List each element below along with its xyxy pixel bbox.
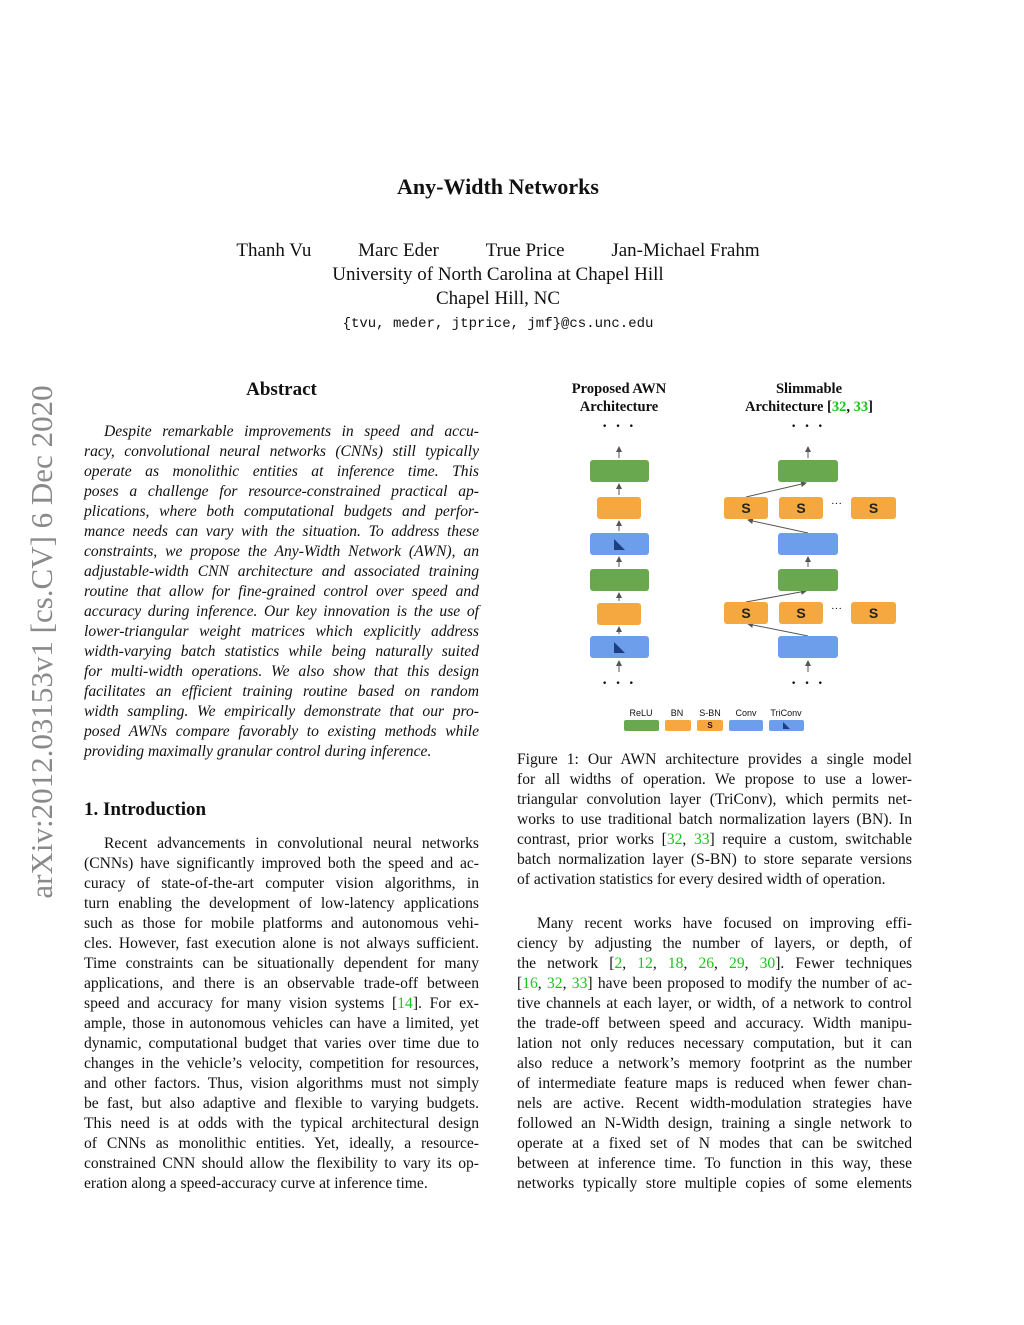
header-line: Architecture [32, 33]	[745, 399, 873, 415]
relu-block	[778, 569, 838, 591]
text-line: also reduce a network’s memory footprint as the number	[517, 1055, 912, 1072]
ellipsis: · · ·	[790, 418, 826, 435]
abstract-heading: Abstract	[246, 379, 317, 400]
text-line: ample, those in autonomous vehicles can have a limited, yet	[84, 1015, 479, 1032]
text-line: poses a challenge for resource-constrained practical ap-	[84, 483, 479, 500]
conv-block	[778, 636, 838, 658]
author-emails: {tvu, meder, jtprice, jmf}@cs.unc.edu	[342, 316, 654, 332]
text-line: width sampling. We empirically demonstrate that our pro-	[84, 703, 479, 720]
legend-swatch-conv	[729, 720, 763, 731]
text-line: (CNNs) have significantly improved both the speed and ac-	[84, 855, 479, 872]
author: Marc Eder	[358, 240, 439, 261]
legend-swatch-triconv	[769, 720, 804, 731]
text-line: triangular convolution layer (TriConv), which permits net-	[517, 791, 912, 808]
text-line: plications, where both computational budgets and perfor-	[84, 503, 479, 520]
arxiv-stamp: arXiv:2012.03153v1 [cs.CV] 6 Dec 2020	[24, 385, 59, 899]
text-line: turn enabling the development of low-latency applications	[84, 895, 479, 912]
paper-title: Any-Width Networks	[397, 174, 599, 199]
text-line: Many recent works have focused on improving effi-	[537, 915, 912, 932]
text-line: of intermediate feature maps is reduced when fewer chan-	[517, 1075, 912, 1092]
affiliation-location: Chapel Hill, NC	[435, 288, 561, 309]
legend-swatch-bn	[665, 720, 691, 731]
sbn-block: S	[851, 602, 896, 624]
text-line: constrained CNN should allow the flexibility to vary its op-	[84, 1155, 479, 1172]
author: True Price	[485, 240, 565, 261]
triangle-icon	[614, 642, 625, 653]
relu-block	[778, 460, 838, 482]
legend-label-bn: BN	[670, 708, 684, 718]
text-line: Despite remarkable improvements in speed and accu-	[104, 423, 479, 440]
legend-label-conv: Conv	[735, 708, 757, 718]
header-line: Architecture	[579, 399, 659, 415]
text-line: [16, 32, 33] have been proposed to modify the number of ac-	[517, 975, 913, 992]
text-line: cles. However, fast execution alone is not always sufficient.	[84, 935, 479, 952]
conv-block	[778, 533, 838, 555]
text-line: the network [2, 12, 18, 26, 29, 30]. Fewer techniques	[517, 955, 913, 972]
text-line: be fast, but also adaptive and flexible to varying budgets.	[84, 1095, 479, 1112]
text-line: adjustable-width CNN architecture and associated training	[84, 563, 479, 580]
sbn-block: S	[724, 602, 768, 624]
header-line: Slimmable	[775, 381, 843, 397]
text-line: nels are active. Recent width-modulation strategies have	[517, 1095, 912, 1112]
text-line: routine that allow for fine-grained control over speed and	[84, 583, 479, 600]
text-line: of CNNs as monolithic entities. Yet, ideally, a resource-	[84, 1135, 479, 1152]
text-line: constraints, we propose the Any-Width Network (AWN), an	[84, 543, 479, 560]
text-line: Time constraints can be situationally dependent for many	[84, 955, 479, 972]
triconv-block	[590, 533, 649, 555]
introduction-body	[84, 834, 479, 1194]
text-line: operate at a fixed set of N modes that can be switched	[517, 1135, 912, 1152]
text-line: eration along a speed-accuracy curve at inference time.	[84, 1175, 428, 1192]
text-line: for all widths of operation. We propose to use a lower-	[517, 771, 912, 788]
bn-block	[597, 603, 641, 625]
small-ellipsis: ···	[831, 498, 842, 510]
bn-block	[597, 497, 641, 519]
triconv-block	[590, 636, 649, 658]
text-line: speed and accuracy for many vision systems [14]. For ex-	[84, 995, 480, 1012]
text-line: curacy of state-of-the-art computer vision algorithms, in	[84, 875, 479, 892]
header-line: Proposed AWN	[571, 381, 667, 397]
text-line: lower-triangular weight matrices which explicitly address	[84, 623, 479, 640]
relu-block	[590, 569, 649, 591]
sbn-block: S	[779, 497, 823, 519]
legend-label-triconv: TriConv	[770, 708, 802, 718]
ellipsis: · · ·	[790, 675, 826, 692]
text-line: changes in the vehicle’s velocity, competition for resources,	[84, 1055, 479, 1072]
text-line: between at inference time. To function in this way, these	[517, 1155, 912, 1172]
text-line: accuracy during inference. Our key innovation is the use of	[84, 603, 479, 620]
text-line: followed an N-Width design, training a single network to	[517, 1115, 912, 1132]
text-line: the trade-off between speed and accuracy. Width manipu-	[517, 1015, 912, 1032]
legend-swatch-relu	[624, 720, 659, 731]
text-line: Figure 1: Our AWN architecture provides a single model	[517, 751, 912, 768]
text-line: dynamic, computational budget that varies over time due to	[84, 1035, 479, 1052]
text-line: works to use traditional batch normalization layers (BN). In	[517, 811, 912, 828]
introduction-heading: 1. Introduction	[84, 799, 207, 820]
ellipsis: · · ·	[601, 418, 637, 435]
text-line: Recent advancements in convolutional neural networks	[104, 835, 479, 852]
affiliation: University of North Carolina at Chapel Hill	[332, 264, 664, 285]
text-line: such as those for mobile platforms and autonomous vehi-	[84, 915, 479, 932]
sbn-block: S	[779, 602, 823, 624]
text-line: networks typically store multiple copies of some elements	[517, 1175, 912, 1192]
text-line: posed AWNs compare favorably to existing methods while	[84, 723, 479, 740]
text-line: tive channels at each layer, or width, of a network to control	[517, 995, 912, 1012]
text-line: facilitates an efficient training routine based on random	[84, 683, 479, 700]
text-line: providing maximally granular control during inference.	[84, 743, 432, 760]
text-line: for multi-width operations. We also show that this design	[84, 663, 479, 680]
triangle-icon	[614, 539, 625, 550]
sbn-block: S	[724, 497, 768, 519]
legend-label-sbn: S-BN	[699, 708, 721, 718]
legend-label-relu: ReLU	[629, 708, 653, 718]
text-line: operate as monolithic entities at inference time. This	[84, 463, 479, 480]
relu-block	[590, 460, 649, 482]
author: Jan-Michael Frahm	[611, 240, 760, 261]
figure-caption	[517, 750, 912, 890]
text-line: This need is at odds with the typical architectural design	[84, 1115, 479, 1132]
text-line: and other factors. Thus, vision algorithms must not simply	[84, 1075, 479, 1092]
text-line: ciency by adjusting the number of layers, or depth, of	[517, 935, 912, 952]
text-line: of activation statistics for every desired width of operation.	[517, 871, 886, 888]
right-column-paragraph	[517, 914, 912, 1194]
legend-swatch-sbn: S	[697, 720, 723, 731]
ellipsis: · · ·	[601, 675, 637, 692]
text-line: applications, and there is an observable trade-off between	[84, 975, 479, 992]
text-line: lation not only reduces necessary computation, but it can	[517, 1035, 912, 1052]
text-line: batch normalization layer (S-BN) to store separate versions	[517, 851, 912, 868]
author: Thanh Vu	[236, 240, 312, 261]
triangle-icon	[783, 722, 790, 729]
text-line: width-varying batch statistics while being naturally suited	[84, 643, 479, 660]
small-ellipsis: ···	[831, 603, 842, 615]
sbn-block: S	[851, 497, 896, 519]
text-line: mance needs can vary with the situation. To address these	[84, 523, 479, 540]
text-line: racy, convolutional neural networks (CNNs) still typically	[84, 443, 479, 460]
text-line: contrast, prior works [32, 33] require a custom, switchable	[517, 831, 913, 848]
